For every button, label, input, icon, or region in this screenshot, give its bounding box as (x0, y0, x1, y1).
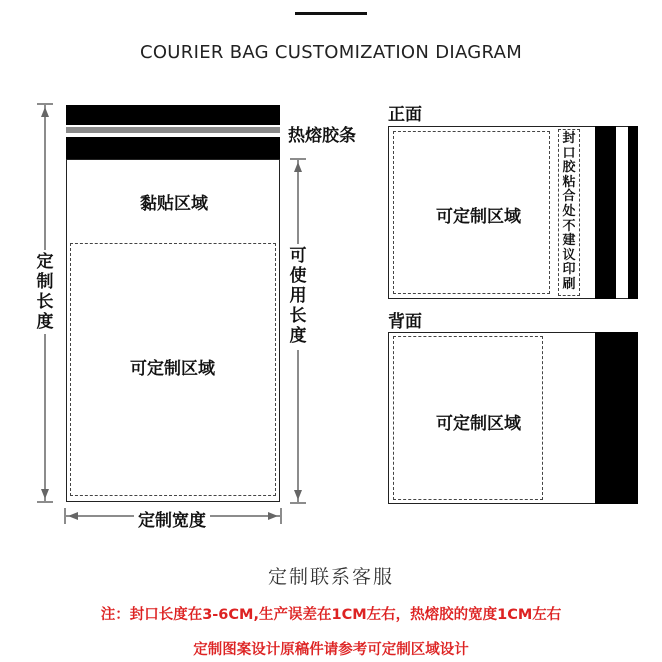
usable-length-label: 可使用长度 (289, 246, 307, 346)
hot-melt-strip-bottom (66, 137, 280, 159)
front-heading: 正面 (388, 105, 422, 125)
front-custom-area-label: 可定制区域 (436, 207, 521, 227)
left-custom-area-label: 可定制区域 (130, 359, 215, 379)
adhesive-area-label: 黏贴区域 (140, 194, 208, 214)
front-seal-note: 封口胶粘合处不建议印刷 (562, 131, 576, 292)
hot-melt-strip-top (66, 105, 280, 125)
back-heading: 背面 (388, 312, 422, 332)
note-line-2: 定制图案设计原稿件请参考可定制区域设计 (193, 642, 469, 658)
back-seal-strip (595, 332, 638, 504)
page-title: COURIER BAG CUSTOMIZATION DIAGRAM (139, 42, 523, 63)
hot-melt-label: 热熔胶条 (288, 126, 356, 146)
hot-melt-strip-gray (66, 127, 280, 133)
service-text: 定制联系客服 (267, 566, 394, 588)
top-divider (295, 12, 367, 15)
back-custom-area-label: 可定制区域 (436, 414, 521, 434)
front-seal-strip-wide (595, 126, 616, 299)
front-seal-strip-narrow (628, 126, 638, 299)
custom-length-label: 定制长度 (36, 252, 54, 332)
custom-width-label: 定制宽度 (134, 506, 210, 531)
note-line-1: 注：封口长度在3-6CM,生产误差在1CM左右，热熔胶的宽度1CM左右 (100, 607, 562, 623)
